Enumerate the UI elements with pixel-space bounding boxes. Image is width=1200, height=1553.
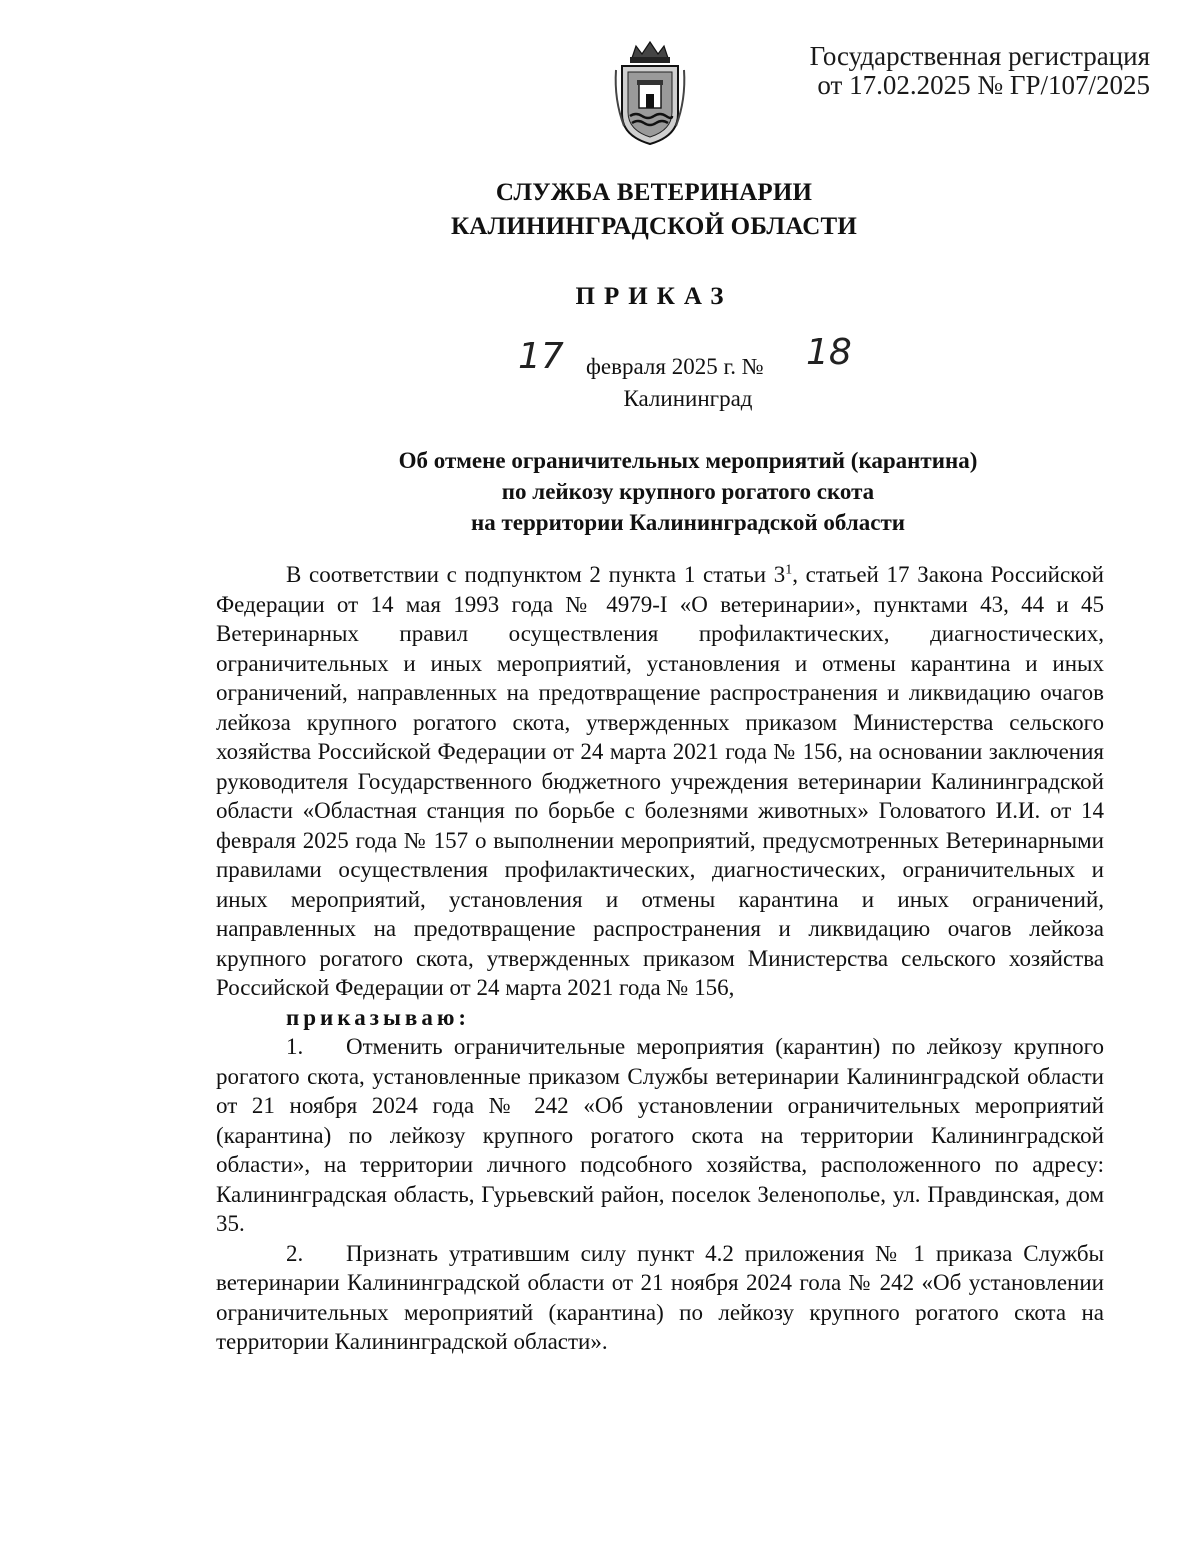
registration-stamp bbox=[730, 42, 1150, 100]
date-line bbox=[510, 332, 930, 380]
list-item bbox=[216, 1239, 1104, 1357]
preamble-superscript: 1 bbox=[785, 562, 793, 578]
subject-line-1: Об отмене ограничительных мероприятий (карантина) bbox=[398, 448, 978, 473]
coat-of-arms-icon bbox=[612, 40, 688, 146]
agency-line-1: СЛУЖБА ВЕТЕРИНАРИИ bbox=[495, 179, 813, 206]
preamble-part-1: В соответствии с подпунктом 2 пункта 1 статьи 3 bbox=[286, 562, 786, 587]
registration-line-2: от 17.02.2025 № ГР/107/2025 bbox=[817, 70, 1150, 100]
list-item bbox=[216, 1032, 1104, 1239]
preamble-paragraph bbox=[216, 560, 1104, 1003]
item-text: Отменить ограничительные мероприятия (карантин) по лейкозу крупного рогатого скота, установленные приказом Службы ветеринарии Калининградской области от 21 ноября 2024 года № 242 «Об установлении ограничительных мероприятий (карантина) по лейкозу крупного рогатого скота на территории Калининградской области», на территории личного подсобного хозяйства, расположенного по адресу: Калининградская область, Гурьевский район, поселок Зеленополье, ул. Правдинская, дом 35. bbox=[216, 1034, 1104, 1236]
handwritten-day: 17 bbox=[518, 336, 564, 377]
item-number: 2. bbox=[286, 1240, 304, 1266]
agency-line-2: КАЛИНИНГРАДСКОЙ ОБЛАСТИ bbox=[450, 213, 858, 240]
item-text: Признать утратившим силу пункт 4.2 приложения № 1 приказа Службы ветеринарии Калининградской области от 21 ноября 2024 гола № 242 «Об установлении ограничительных мероприятий (карантина) по лейкозу крупного рогатого скота на территории Калининградской области». bbox=[216, 1240, 1104, 1354]
decree-word: приказываю: bbox=[286, 1004, 471, 1030]
agency-name bbox=[0, 176, 1200, 244]
item-number: 1. bbox=[286, 1034, 304, 1059]
date-text: февраля 2025 г. № bbox=[586, 354, 764, 379]
document-subject bbox=[0, 445, 1200, 538]
registration-line-1: Государственная регистрация bbox=[809, 41, 1150, 71]
preamble-part-2: , статьей 17 Закона Российской Федерации от 14 мая 1993 года № 4979-I «О ветеринарии», пунктами 43, 44 и 45 Ветеринарных правил осуществления профилактических, диагностических, ограничительных и иных мероприятий, установления и отмены карантина и иных ограничений, направленных на предотвращение распространения и ликвидацию очагов лейкоза крупного рогатого скота, утвержденных приказом Министерства сельского хозяйства Российской Федерации от 24 марта 2021 года № 156, на основании заключения руководителя Государственного бюджетного учреждения ветеринарии Калининградской области «Областная станция по борьбе с болезнями животных» Головатого И.И. от 14 февраля 2025 года № 157 о выполнении мероприятий, предусмотренных Ветеринарными правилами осуществления профилактических, диагностических, ограничительных и иных мероприятий, установления и отмены карантина и иных ограничений, направленных на предотвращение распространения и ликвидацию очагов лейкоза крупного рогатого скота, утвержденных приказом Министерства сельского хозяйства Российской Федерации от 24 марта 2021 года № 156, bbox=[216, 562, 1104, 1000]
handwritten-number: 18 bbox=[806, 332, 852, 373]
document-type: ПРИКАЗ bbox=[575, 283, 733, 310]
subject-line-3: на территории Калининградской области bbox=[471, 510, 905, 535]
subject-line-2: по лейкозу крупного рогатого скота bbox=[501, 479, 875, 504]
city: Калининград bbox=[623, 386, 753, 411]
document-body bbox=[216, 560, 1104, 1357]
